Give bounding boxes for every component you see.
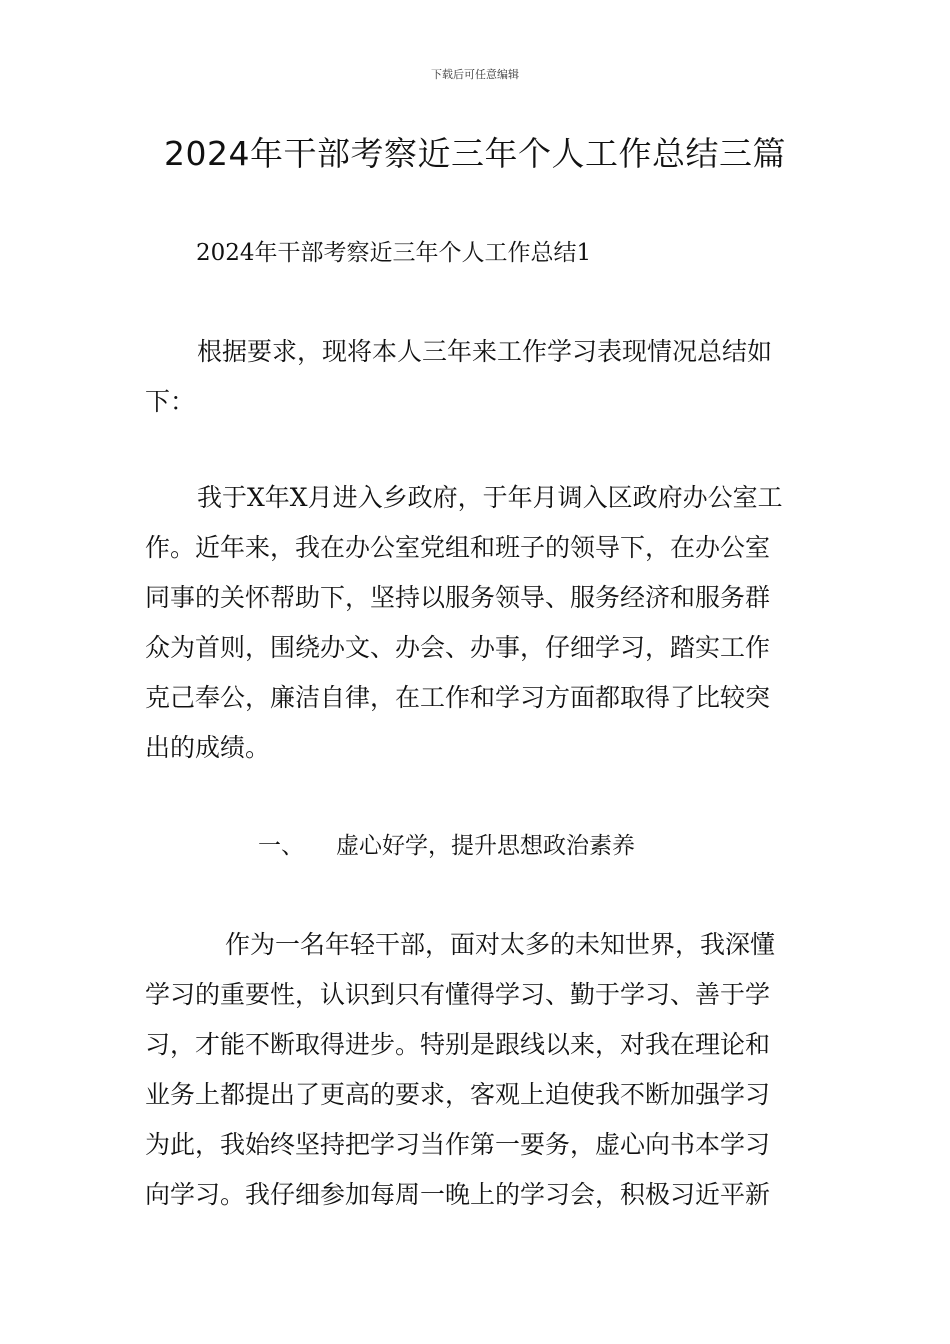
paragraph-line: 下： xyxy=(145,387,196,416)
paragraph-line: 根据要求，现将本人三年来工作学习表现情况总结如 xyxy=(197,337,773,366)
paragraph-line: 为此，我始终坚持把学习当作第一要务，虚心向书本学习 xyxy=(145,1130,771,1159)
document-title: 2024年干部考察近三年个人工作总结三篇 xyxy=(164,134,786,173)
document-subtitle: 2024年干部考察近三年个人工作总结1 xyxy=(196,240,592,266)
paragraph-line: 作为一名年轻干部，面对太多的未知世界，我深懂 xyxy=(225,930,776,959)
paragraph-line: 学习的重要性，认识到只有懂得学习、勤于学习、善于学 xyxy=(145,980,771,1009)
paragraph-intro xyxy=(145,327,810,427)
paragraph-line: 向学习。我仔细参加每周一晚上的学习会，积极习近平新 xyxy=(145,1180,771,1209)
paragraph-study xyxy=(145,920,810,1220)
paragraph-line: 业务上都提出了更高的要求，客观上迫使我不断加强学习 xyxy=(145,1080,771,1109)
paragraph-line: 克己奉公，廉洁自律，在工作和学习方面都取得了比较突 xyxy=(145,683,771,712)
paragraph-line: 我于X年X月进入乡政府，于年月调入区政府办公室工 xyxy=(197,483,783,512)
paragraph-line: 众为首则，围绕办文、办会、办事，仔细学习，踏实工作 xyxy=(145,633,771,662)
paragraph-line: 出的成绩。 xyxy=(145,733,271,762)
section-heading-text: 虚心好学，提升思想政治素养 xyxy=(336,833,635,859)
section-heading-1 xyxy=(258,827,635,860)
header-note: 下载后可任意编辑 xyxy=(431,68,519,81)
paragraph-background xyxy=(145,473,810,773)
section-number: 一、 xyxy=(258,833,304,859)
paragraph-line: 习，才能不断取得进步。特别是跟线以来，对我在理论和 xyxy=(145,1030,771,1059)
paragraph-line: 同事的关怀帮助下，坚持以服务领导、服务经济和服务群 xyxy=(145,583,771,612)
paragraph-line: 作。近年来，我在办公室党组和班子的领导下，在办公室 xyxy=(145,533,771,562)
